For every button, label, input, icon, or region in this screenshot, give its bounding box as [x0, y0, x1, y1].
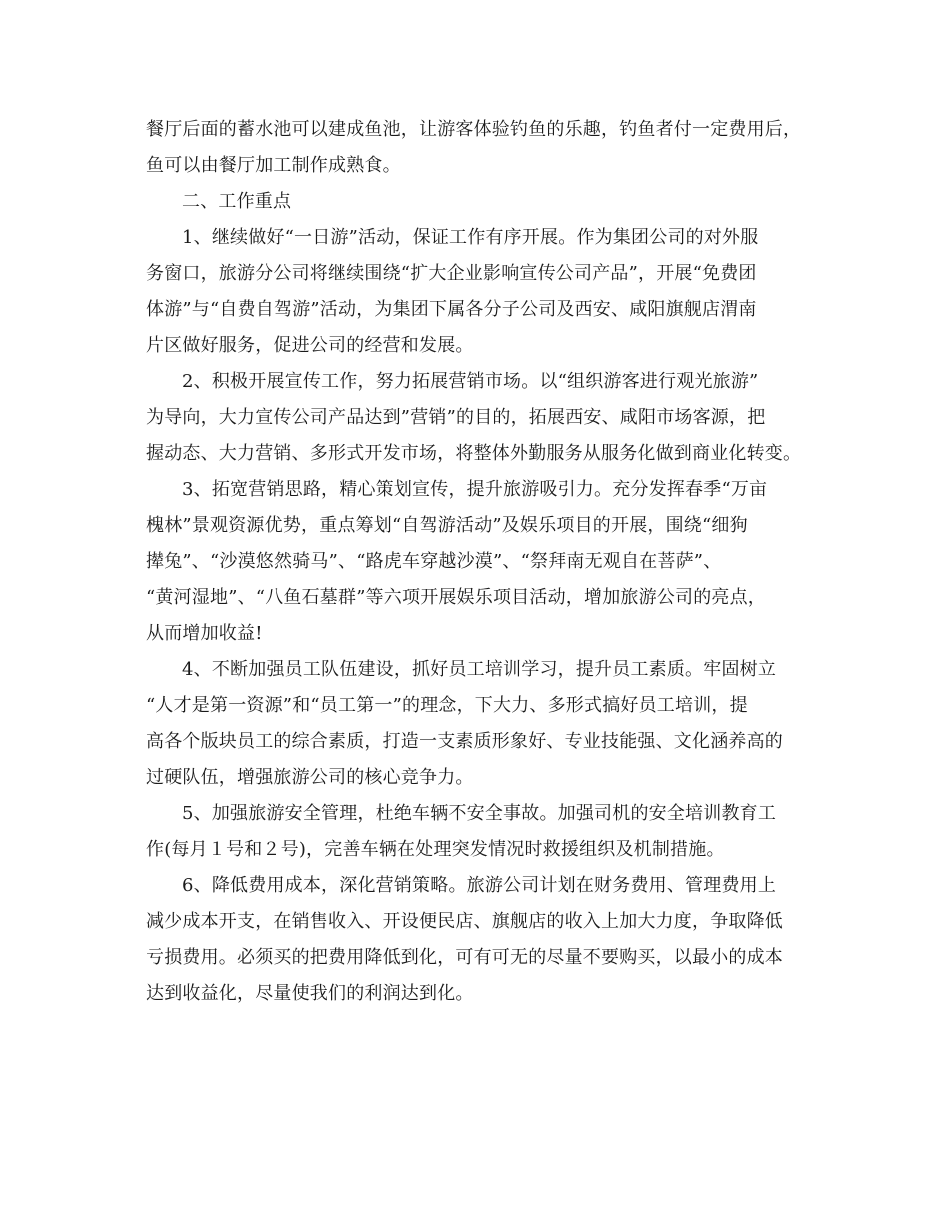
- text-line: 1、继续做好“一日游”活动，保证工作有序开展。作为集团公司的对外服: [182, 227, 759, 248]
- paragraph-intro: [146, 112, 806, 184]
- paragraph-item-4: [146, 652, 806, 796]
- text-line: 从而增加收益!: [146, 623, 263, 644]
- text-line: “人才是第一资源”和“员工第一”的理念，下大力、多形式搞好员工培训，提: [146, 695, 748, 716]
- paragraph-item-1: [146, 220, 806, 364]
- text-line: “黄河湿地”、“八鱼石墓群”等六项开展娱乐项目活动，增加旅游公司的亮点，: [146, 587, 767, 608]
- heading-text: 二、工作重点: [182, 191, 292, 212]
- paragraph-item-2: [146, 364, 806, 472]
- text-line: 片区做好服务，促进公司的经营和发展。: [146, 335, 474, 356]
- text-line: 4、不断加强员工队伍建设，抓好员工培训学习，提升员工素质。牢固树立: [182, 659, 777, 680]
- text-line: 作(每月１号和２号)，完善车辆在处理突发情况时救援组织及机制措施。: [146, 839, 725, 860]
- text-line: 为导向，大力宣传公司产品达到”营销”的目的，拓展西安、咸阳市场客源，把: [146, 407, 766, 428]
- text-line: 鱼可以由餐厅加工制作成熟食。: [146, 155, 401, 176]
- text-line: 2、积极开展宣传工作，努力拓展营销市场。以“组织游客进行观光旅游”: [182, 371, 759, 392]
- text-line: 过硬队伍，增强旅游公司的核心竞争力。: [146, 767, 474, 788]
- text-line: 3、拓宽营销思路，精心策划宣传，提升旅游吸引力。充分发挥春季“万亩: [182, 479, 768, 500]
- text-line: 6、降低费用成本，深化营销策略。旅游公司计划在财务费用、管理费用上: [182, 875, 777, 896]
- text-line: 高各个版块员工的综合素质，打造一支素质形象好、专业技能强、文化涵养高的: [146, 731, 783, 752]
- text-line: 槐林”景观资源优势，重点筹划“自驾游活动”及娱乐项目的开展，围绕“细狗: [146, 515, 748, 536]
- section-heading: [146, 184, 806, 220]
- text-line: 减少成本开支，在销售收入、开设便民店、旗舰店的收入上加大力度，争取降低: [146, 911, 783, 932]
- text-line: 达到收益化，尽量使我们的利润达到化。: [146, 983, 474, 1004]
- text-line: 握动态、大力营销、多形式开发市场，将整体外勤服务从服务化做到商业化转变。: [146, 443, 802, 464]
- text-line: 务窗口，旅游分公司将继续围绕“扩大企业影响宣传公司产品”，开展“免费团: [146, 263, 757, 284]
- document-page: [146, 112, 806, 1012]
- text-line: 5、加强旅游安全管理，杜绝车辆不安全事故。加强司机的安全培训教育工: [182, 803, 777, 824]
- text-line: 撵兔”、“沙漠悠然骑马”、“路虎车穿越沙漠”、“祭拜南无观自在菩萨”、: [146, 551, 722, 572]
- text-line: 亏损费用。必须买的把费用降低到化，可有可无的尽量不要购买，以最小的成本: [146, 947, 783, 968]
- paragraph-item-3: [146, 472, 806, 652]
- text-line: 餐厅后面的蓄水池可以建成鱼池，让游客体验钓鱼的乐趣，钓鱼者付一定费用后，: [146, 119, 802, 140]
- paragraph-item-6: [146, 868, 806, 1012]
- paragraph-item-5: [146, 796, 806, 868]
- text-line: 体游”与“自费自驾游”活动，为集团下属各分子公司及西安、咸阳旗舰店渭南: [146, 299, 757, 320]
